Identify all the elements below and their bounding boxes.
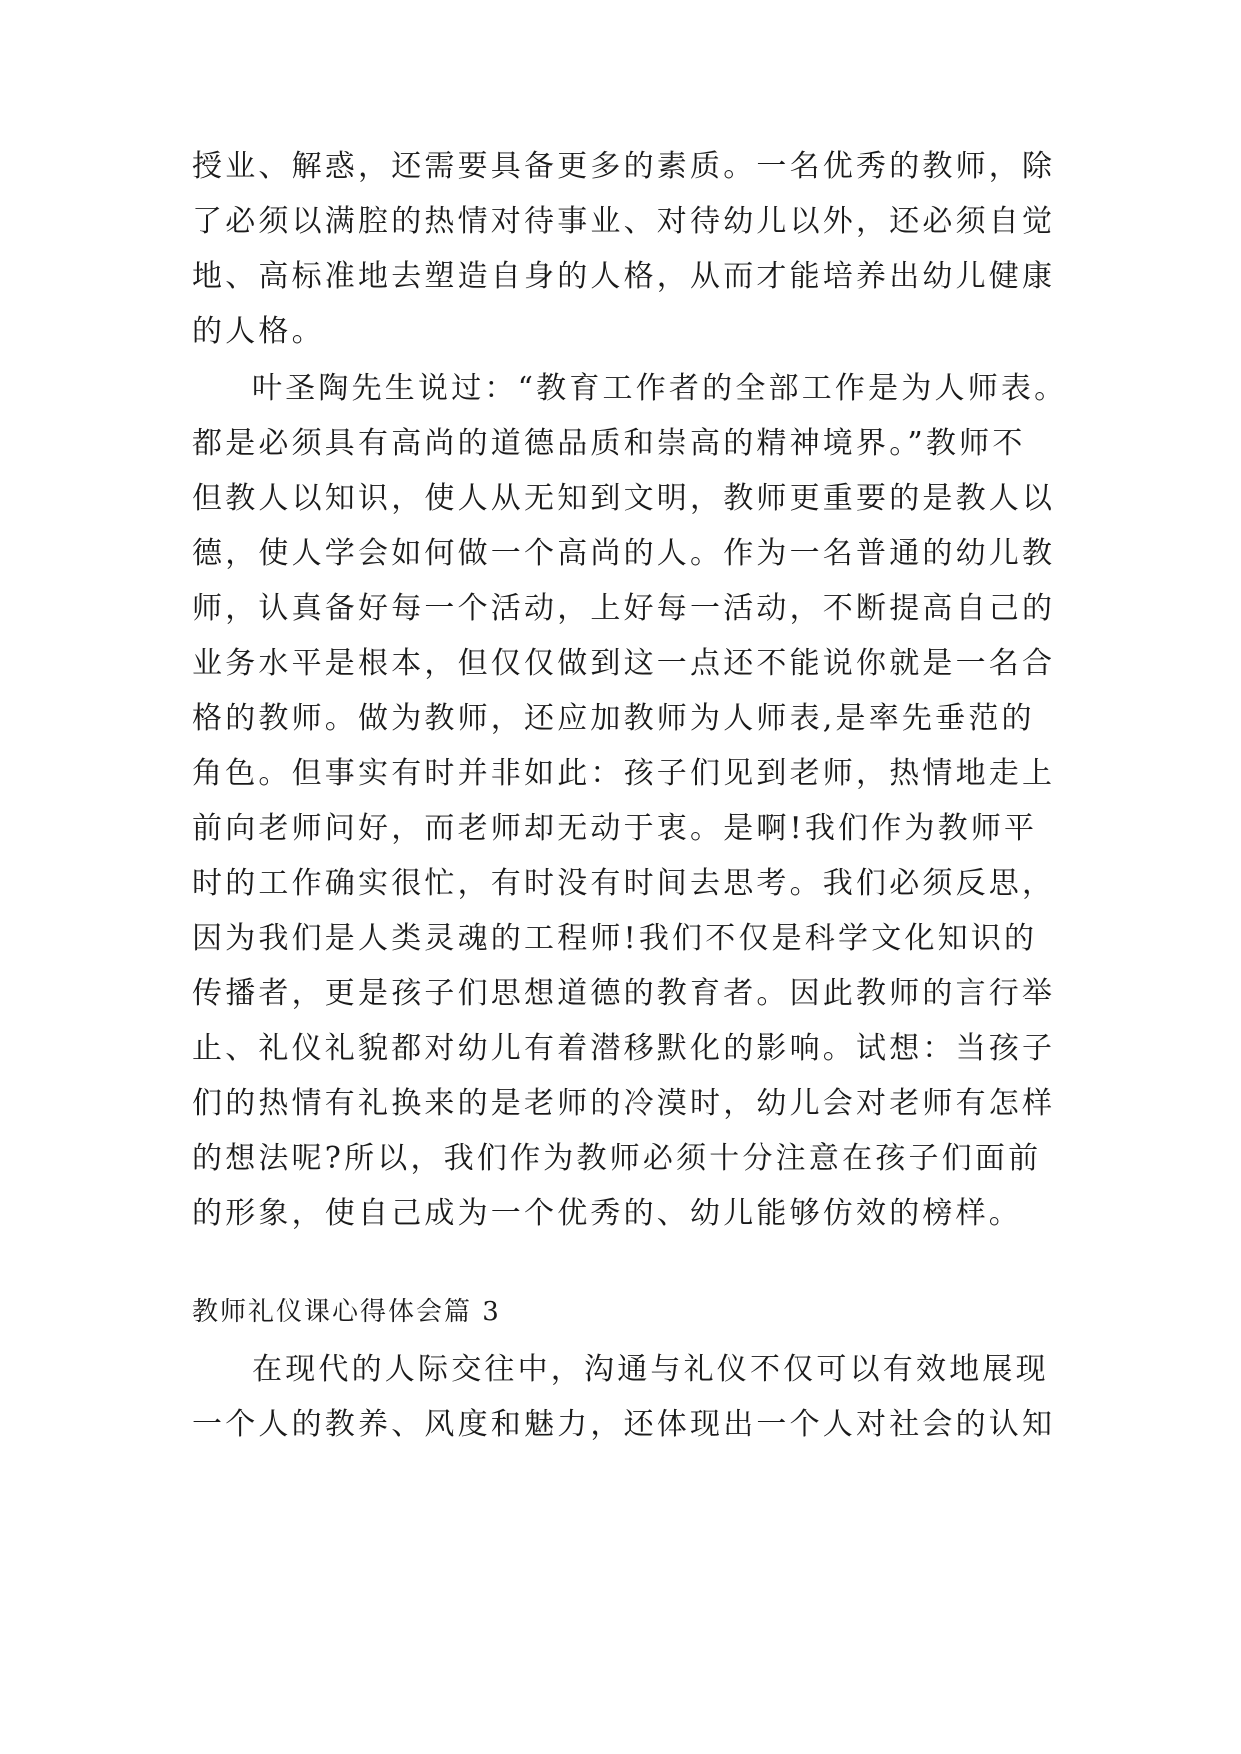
text-line-indented: 叶圣陶先生说过：“教育工作者的全部工作是为人师表。: [252, 371, 1068, 406]
text-line: 的人格。: [192, 314, 325, 349]
text-line: 都是必须具有高尚的道德品质和崇高的精神境界。”教师不: [192, 426, 1026, 461]
text-line: 授业、解惑，还需要具备更多的素质。一名优秀的教师，除: [192, 149, 1056, 184]
text-line: 止、礼仪礼貌都对幼儿有着潜移默化的影响。试想：当孩子: [192, 1031, 1056, 1066]
text-line: 但教人以知识，使人从无知到文明，教师更重要的是教人以: [192, 481, 1056, 516]
text-line-indented: 在现代的人际交往中，沟通与礼仪不仅可以有效地展现: [252, 1352, 1049, 1387]
section-heading: 教师礼仪课心得体会篇 3: [192, 1297, 501, 1327]
text-line: 了必须以满腔的热情对待事业、对待幼儿以外，还必须自觉: [192, 204, 1056, 239]
text-line: 地、高标准地去塑造自身的人格，从而才能培养出幼儿健康: [192, 259, 1056, 294]
text-line: 业务水平是根本，但仅仅做到这一点还不能说你就是一名合: [192, 646, 1056, 681]
text-line: 格的教师。做为教师，还应加教师为人师表,是率先垂范的: [192, 701, 1035, 736]
text-line: 们的热情有礼换来的是老师的冷漠时，幼儿会对老师有怎样: [192, 1086, 1056, 1121]
text-line: 角色。但事实有时并非如此：孩子们见到老师，热情地走上: [192, 756, 1056, 791]
text-line: 师，认真备好每一个活动，上好每一活动，不断提高自己的: [192, 591, 1056, 626]
text-line: 一个人的教养、风度和魅力，还体现出一个人对社会的认知: [192, 1407, 1056, 1442]
text-line: 时的工作确实很忙，有时没有时间去思考。我们必须反思，: [192, 866, 1056, 901]
text-line: 德，使人学会如何做一个高尚的人。作为一名普通的幼儿教: [192, 536, 1056, 571]
text-line: 传播者，更是孩子们思想道德的教育者。因此教师的言行举: [192, 976, 1056, 1011]
text-line: 前向老师问好，而老师却无动于衷。是啊!我们作为教师平: [192, 811, 1038, 846]
text-line: 的想法呢?所以，我们作为教师必须十分注意在孩子们面前: [192, 1141, 1042, 1176]
text-line: 因为我们是人类灵魂的工程师!我们不仅是科学文化知识的: [192, 921, 1038, 956]
text-line: 的形象，使自己成为一个优秀的、幼儿能够仿效的榜样。: [192, 1196, 1022, 1231]
